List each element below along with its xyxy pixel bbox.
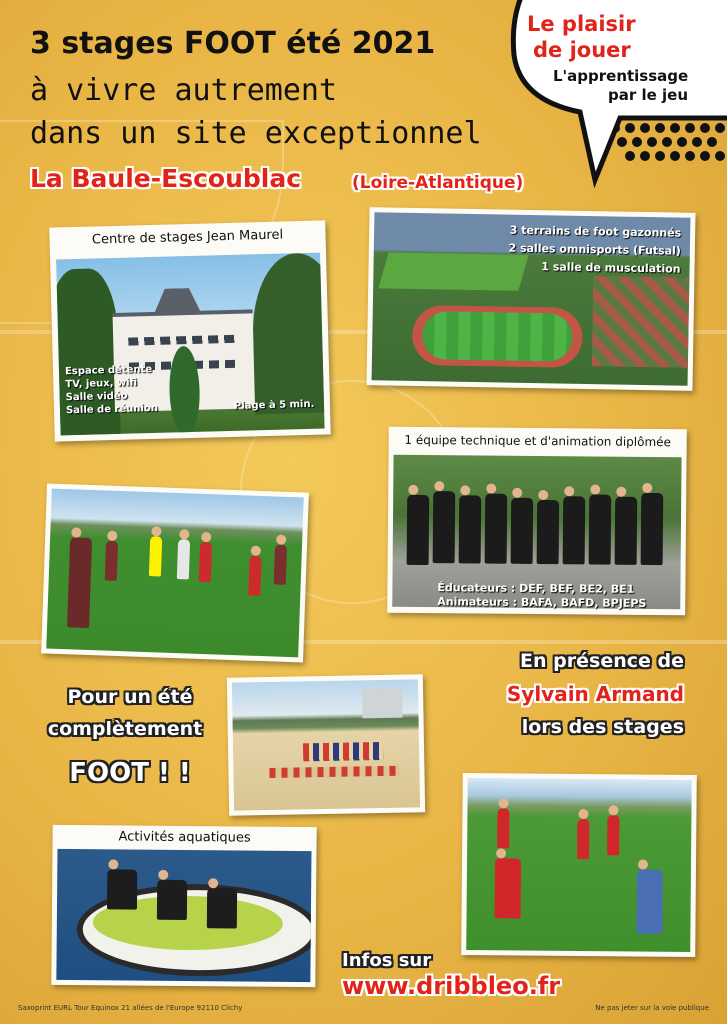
card-beach (227, 674, 425, 815)
headline: 3 stages FOOT été 2021 (30, 26, 436, 61)
subheadline-2: dans un site exceptionnel (30, 116, 482, 151)
facility-line: 3 terrains de foot gazonnés (509, 223, 682, 240)
card-team (387, 427, 687, 616)
guest-name: Sylvain Armand (506, 682, 684, 706)
amenity-text: Espace détente (64, 364, 153, 378)
amenity-text: TV, jeux, wifi (65, 377, 138, 391)
location-region: (Loire-Atlantique) (352, 173, 524, 193)
team-animators: Animateurs : BAFA, BAFD, BPJEPS (437, 595, 647, 610)
amenity-text: Salle vidéo (65, 390, 128, 404)
guest-line-1: En présence de (520, 650, 684, 672)
facility-line: 1 salle de musculation (541, 260, 681, 276)
bubble-line-4: par le jeu (608, 86, 689, 104)
slogan-line-2: complètement (47, 718, 203, 740)
beach-distance: Plage à 5 min. (233, 398, 315, 412)
beach-photo (232, 679, 420, 810)
card-aerial (366, 207, 695, 391)
info-label: Infos sur (342, 950, 432, 971)
bubble-line-1: Le plaisir (527, 12, 636, 36)
slogan-line-1: Pour un été (67, 686, 193, 708)
location-main: La Baule-Escoublac (30, 164, 302, 193)
guest-line-3: lors des stages (521, 716, 684, 738)
amenity-text: Salle de réunion (65, 402, 159, 417)
card-jean-maurel (49, 220, 331, 441)
field-play-photo (46, 489, 303, 658)
card-jean-maurel-title: Centre de stages Jean Maurel (91, 227, 284, 248)
card-aquatic-title: Activités aquatiques (118, 829, 251, 846)
bubble-line-3: L'apprentissage (553, 67, 689, 85)
footer-printer: Saxoprint EURL Tour Equinox 21 allées de l'Europe 92110 Clichy (18, 1004, 243, 1012)
kids-play-photo (466, 778, 691, 952)
card-kids-photo (461, 773, 697, 957)
facility-line: 2 salles omnisports (Futsal) (508, 241, 681, 258)
aquatic-photo (56, 849, 311, 982)
slogan-line-3: FOOT ! ! (69, 758, 191, 788)
card-aquatic (51, 825, 316, 987)
website-link[interactable]: www.dribbleo.fr (342, 972, 561, 1000)
subheadline-1: à vivre autrement (30, 73, 338, 108)
team-educators: Éducateurs : DEF, BEF, BE2, BE1 (437, 581, 635, 596)
card-team-title: 1 équipe technique et d'animation diplômée (404, 432, 672, 450)
bubble-line-2: de jouer (533, 38, 631, 62)
footer-notice: Ne pas jeter sur la voie publique (595, 1004, 709, 1012)
card-field-photo (41, 483, 309, 662)
